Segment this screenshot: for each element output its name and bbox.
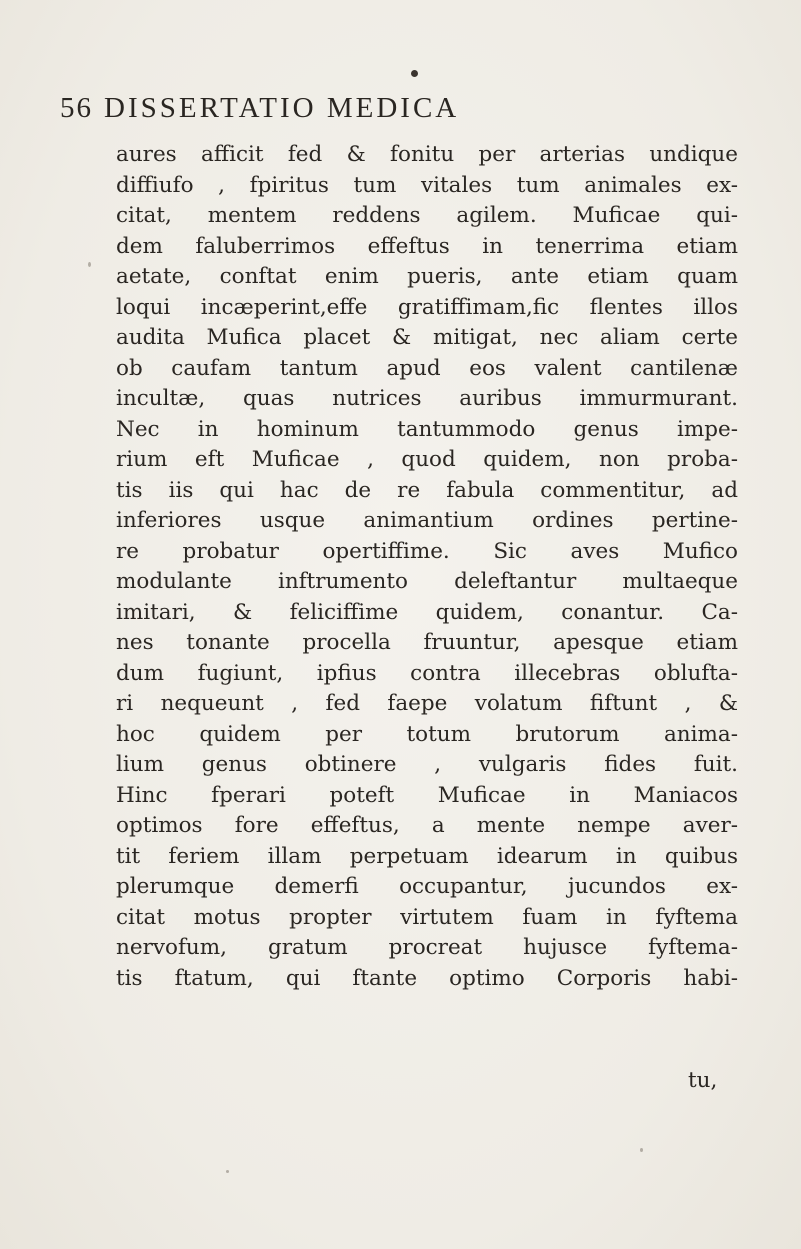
text-line: Nec in hominum tantummodo genus impe- <box>116 416 738 442</box>
text-line: imitari, & feliciffime quidem, conantur. Ca- <box>116 599 738 625</box>
text-line: lium genus obtinere , vulgaris fides fuit. <box>116 752 738 777</box>
page-number: 56 <box>60 92 93 124</box>
text-line: ri nequeunt , fed faepe volatum fiftunt , & <box>116 691 738 716</box>
catchword: tu, <box>688 1068 718 1093</box>
text-line: inferiores usque animantium ordines pertine- <box>116 508 738 533</box>
text-line: incultæ, quas nutrices auribus immurmurant. <box>116 386 738 411</box>
body-text <box>116 140 738 994</box>
text-line: nervofum, gratum procreat hujusce fyftema- <box>116 935 738 960</box>
text-line: nes tonante procella fruuntur, apesque etiam <box>116 630 738 655</box>
text-line: citat, mentem reddens agilem. Muficae qui- <box>116 203 738 228</box>
text-line: aures afficit fed & fonitu per arterias undique <box>116 142 738 167</box>
text-line: Hinc fperari poteft Muficae in Maniacos <box>116 782 738 808</box>
running-title: DISSERTATIO MEDICA <box>104 92 460 124</box>
text-line: dum fugiunt, ipfius contra illecebras oblufta- <box>116 660 738 686</box>
text-line: modulante inftrumento deleftantur multaeque <box>116 569 738 594</box>
paper-speck <box>226 1170 229 1173</box>
text-line: dem faluberrimos effeftus in tenerrima etiam <box>116 233 738 259</box>
text-line: optimos fore effeftus, a mente nempe aver- <box>116 813 738 838</box>
ink-dot <box>411 70 418 77</box>
text-line: loqui incæperint,effe gratiffimam,fic flentes illos <box>116 294 738 320</box>
text-line: tis ftatum, qui ftante optimo Corporis habi- <box>116 965 738 991</box>
text-line: hoc quidem per totum brutorum anima- <box>116 721 738 747</box>
text-line: tit feriem illam perpetuam idearum in quibus <box>116 843 738 869</box>
text-line: tis iis qui hac de re fabula commentitur, ad <box>116 477 738 503</box>
page-header <box>60 92 760 128</box>
text-line: ob caufam tantum apud eos valent cantilenæ <box>116 355 738 381</box>
text-line: re probatur opertiffime. Sic aves Mufico <box>116 538 738 564</box>
paper-speck <box>88 262 91 267</box>
text-line: audita Mufica placet & mitigat, nec aliam certe <box>116 325 738 350</box>
text-line: diffiufo , fpiritus tum vitales tum animales ex- <box>116 172 738 198</box>
text-line: citat motus propter virtutem fuam in fyftema <box>116 904 738 930</box>
text-line: aetate, conftat enim pueris, ante etiam quam <box>116 264 738 289</box>
text-line: rium eft Muficae , quod quidem, non proba- <box>116 447 738 472</box>
text-line: plerumque demerfi occupantur, jucundos ex- <box>116 874 738 899</box>
paper-speck <box>640 1148 643 1152</box>
